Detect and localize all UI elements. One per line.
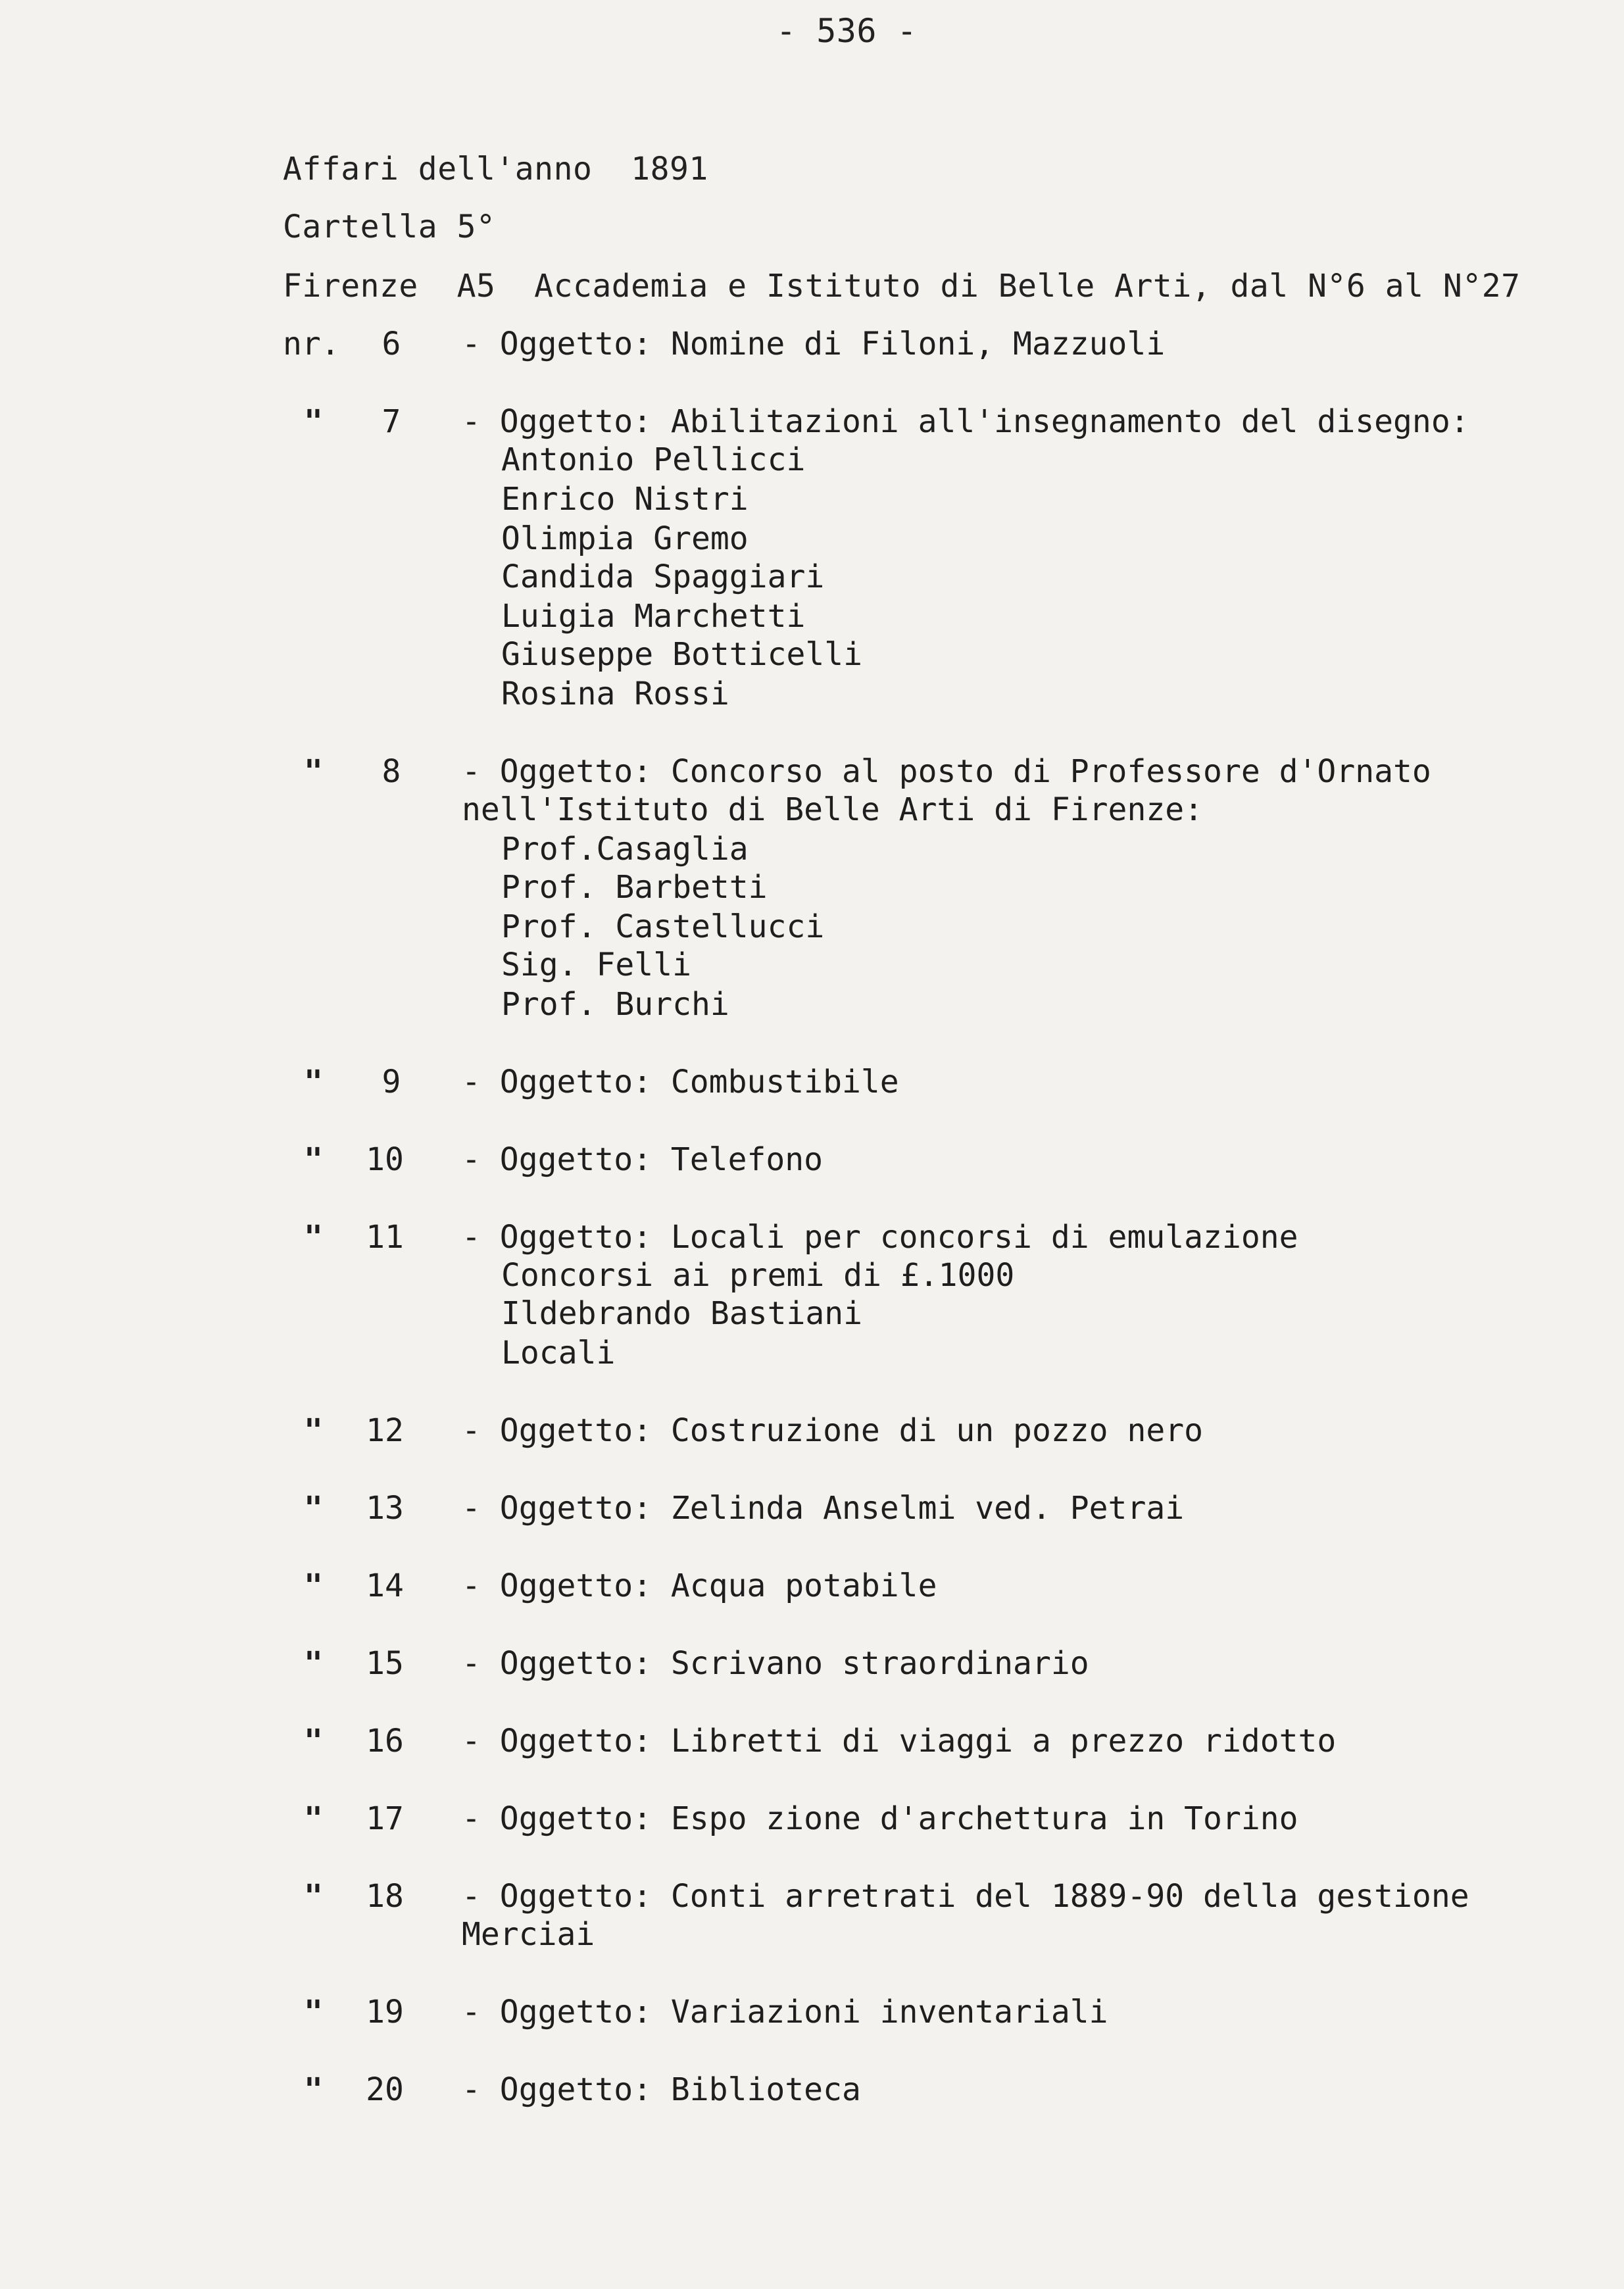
entry-number: 9 xyxy=(381,1064,401,1100)
entry-subject: - Oggetto: Combustibile xyxy=(462,1064,899,1100)
entry-subject: - Oggetto: Variazioni inventariali xyxy=(462,1994,1108,2031)
entry-subject: - Oggetto: Nomine di Filoni, Mazzuoli xyxy=(462,326,1166,362)
entry-line: Candida Spaggiari xyxy=(501,558,825,595)
header-cartella: Cartella 5° xyxy=(283,209,496,245)
entry-number: 15 xyxy=(366,1645,404,1682)
entry-continuation: nell'Istituto di Belle Arti di Firenze: xyxy=(462,791,1204,828)
entry-prefix: " xyxy=(304,1567,323,1604)
entry-number: 6 xyxy=(381,326,401,362)
entry-prefix: " xyxy=(304,1141,323,1178)
entry-prefix: " xyxy=(304,1878,323,1915)
entry-number: 14 xyxy=(366,1567,404,1604)
entry-line: Concorsi ai premi di £.1000 xyxy=(501,1257,1015,1294)
entry-subject: - Oggetto: Conti arretrati del 1889-90 della gestione xyxy=(462,1878,1469,1915)
entry-number: 7 xyxy=(381,403,401,440)
entry-line: Rosina Rossi xyxy=(501,676,729,712)
entry-prefix: " xyxy=(304,1219,323,1256)
header-title: Affari dell'anno 1891 xyxy=(283,151,708,187)
entry-line: Luigia Marchetti xyxy=(501,598,806,635)
entry-subject: - Oggetto: Libretti di viaggi a prezzo ridotto xyxy=(462,1723,1337,1760)
entry-prefix: " xyxy=(304,1490,323,1527)
entry-number: 8 xyxy=(381,753,401,790)
entry-line: Antonio Pellicci xyxy=(501,441,806,478)
entry-continuation: Merciai xyxy=(462,1916,595,1953)
entry-prefix: " xyxy=(304,1645,323,1682)
entry-number: 17 xyxy=(366,1800,404,1837)
entry-subject: - Oggetto: Zelinda Anselmi ved. Petrai xyxy=(462,1490,1185,1527)
entry-number: 13 xyxy=(366,1490,404,1527)
entry-subject: - Oggetto: Acqua potabile xyxy=(462,1567,937,1604)
entry-subject: - Oggetto: Abilitazioni all'insegnamento del disegno: xyxy=(462,403,1469,440)
entry-line: Prof.Casaglia xyxy=(501,831,749,868)
entry-number: 10 xyxy=(366,1141,404,1178)
entry-prefix: " xyxy=(304,1412,323,1449)
entry-subject: - Oggetto: Espo zione d'archettura in Torino xyxy=(462,1800,1298,1837)
entry-number: 18 xyxy=(366,1878,404,1915)
entry-line: Ildebrando Bastiani xyxy=(501,1295,863,1332)
entry-prefix: " xyxy=(304,1800,323,1837)
entry-prefix: " xyxy=(304,1994,323,2031)
entry-number: 11 xyxy=(366,1219,404,1256)
entry-number: 12 xyxy=(366,1412,404,1449)
entry-line: Prof. Castellucci xyxy=(501,908,825,945)
entry-prefix: " xyxy=(304,1064,323,1100)
entry-line: Prof. Burchi xyxy=(501,986,729,1023)
entry-subject: - Oggetto: Biblioteca xyxy=(462,2071,861,2108)
entry-prefix: nr. xyxy=(283,326,340,362)
entry-subject: - Oggetto: Scrivano straordinario xyxy=(462,1645,1089,1682)
entry-subject: - Oggetto: Locali per concorsi di emulazione xyxy=(462,1219,1298,1256)
entry-prefix: " xyxy=(304,753,323,790)
entry-line: Olimpia Gremo xyxy=(501,520,749,557)
entry-subject: - Oggetto: Telefono xyxy=(462,1141,824,1178)
entry-prefix: " xyxy=(304,403,323,440)
entry-line: Sig. Felli xyxy=(501,947,691,983)
entry-line: Giuseppe Botticelli xyxy=(501,636,863,673)
entry-line: Enrico Nistri xyxy=(501,481,749,518)
entry-prefix: " xyxy=(304,2071,323,2108)
entry-number: 20 xyxy=(366,2071,404,2108)
entry-number: 19 xyxy=(366,1994,404,2031)
entry-prefix: " xyxy=(304,1723,323,1760)
entry-subject: - Oggetto: Costruzione di un pozzo nero xyxy=(462,1412,1204,1449)
entry-number: 16 xyxy=(366,1723,404,1760)
page-number: - 536 - xyxy=(776,12,918,50)
entry-line: Locali xyxy=(501,1335,616,1371)
entry-line: Prof. Barbetti xyxy=(501,869,768,906)
entry-subject: - Oggetto: Concorso al posto di Professore d'Ornato xyxy=(462,753,1431,790)
header-location: Firenze A5 Accademia e Istituto di Belle Arti, dal N°6 al N°27 xyxy=(283,268,1521,305)
